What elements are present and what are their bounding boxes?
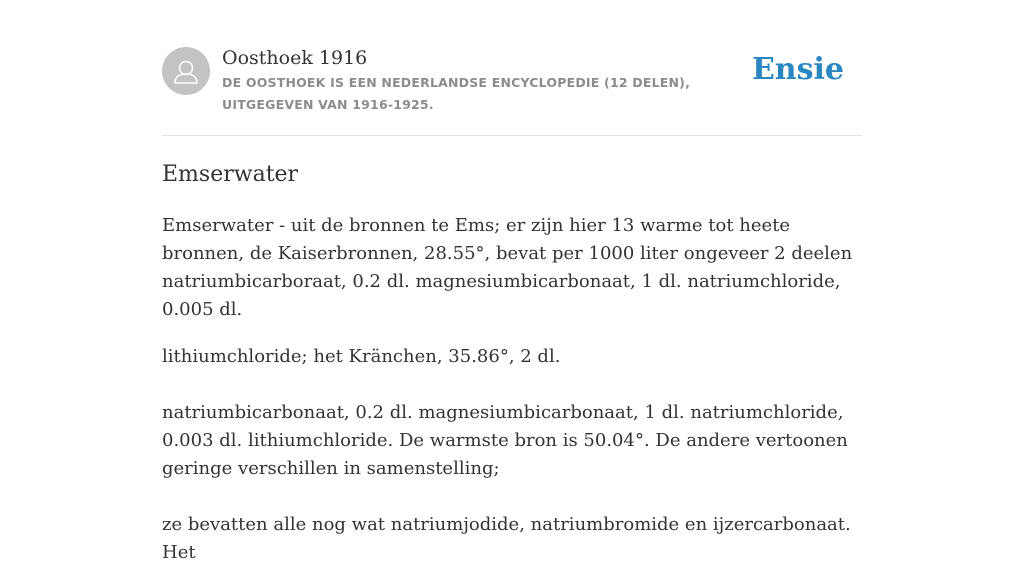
entry-paragraph: Emserwater - uit de bronnen te Ems; er zijn hier 13 warme tot heete bronnen, de Kaiserbronnen, 28.55°, bevat per 1000 liter ongeveer 2 deelen natriumbicarboraat, 0.2 dl. magnesiumbicarbonaat, 1 dl. natriumchloride, 0.005 dl.	[162, 215, 853, 320]
user-silhouette-icon	[162, 47, 210, 95]
source-header	[162, 46, 862, 136]
entry-paragraph: ze bevatten alle nog wat natriumjodide, natriumbromide en ijzercarbonaat. Het	[162, 514, 851, 563]
entry-paragraph: natriumbicarbonaat, 0.2 dl. magnesiumbicarbonaat, 1 dl. natriumchloride, 0.003 dl. lithiumchloride. De warmste bron is 50.04°. De andere vertoonen geringe verschillen in samenstelling;	[162, 402, 848, 479]
avatar[interactable]	[162, 47, 210, 95]
source-title[interactable]: Oosthoek 1916	[222, 47, 368, 69]
entry-title: Emserwater	[162, 162, 299, 187]
source-description: DE OOSTHOEK IS EEN NEDERLANDSE ENCYCLOPEDIE (12 DELEN), UITGEGEVEN VAN 1916-1925.	[222, 75, 691, 112]
ensie-logo[interactable]: Ensie	[751, 52, 844, 87]
entry-body	[162, 212, 867, 567]
header-divider	[162, 135, 862, 136]
entry-paragraph: lithiumchloride; het Kränchen, 35.86°, 2 dl.	[162, 346, 561, 367]
